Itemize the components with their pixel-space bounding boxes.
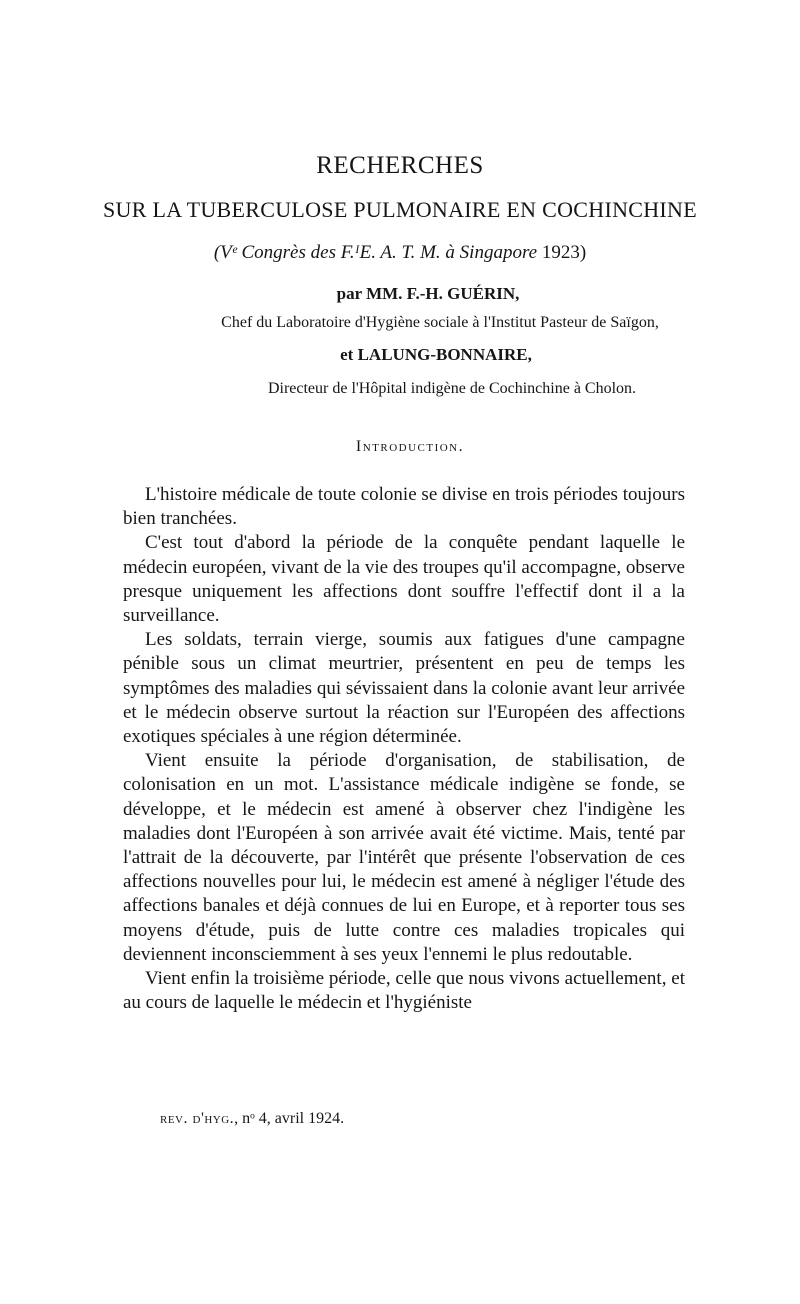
article-body (123, 483, 685, 1015)
article-title: RECHERCHES (316, 152, 484, 179)
section-heading: Introduction. (355, 438, 465, 455)
paragraph: Les soldats, terrain vierge, soumis aux fatigues d'une campagne pénible sous un climat meurtrier, présentent en peu de temps les symptômes des maladies qui sévissaient dans la colonie avant leur arrivée et le médecin observe surtout la réaction sur l'Européen des affections exotiques spéciales à une région déterminée. (123, 629, 685, 748)
affiliation-1: Chef du Laboratoire d'Hygiène sociale à l'Institut Pasteur de Saïgon, (221, 314, 659, 331)
article-subtitle: SUR LA TUBERCULOSE PULMONAIRE EN COCHINCHINE (103, 197, 697, 222)
paragraph: Vient enfin la troisième période, celle que nous vivons actuellement, et au cours de laquelle le médecin et l'hygiéniste (123, 968, 685, 1014)
paragraph: L'histoire médicale de toute colonie se divise en trois périodes toujours bien tranchées. (123, 484, 685, 530)
author-line-1: par MM. F.-H. GUÉRIN, (336, 284, 520, 303)
affiliation-2: Directeur de l'Hôpital indigène de Cochinchine à Cholon. (267, 380, 637, 397)
paragraph: Vient ensuite la période d'organisation, de stabilisation, de colonisation en un mot. L'assistance médicale indigène se fonde, se développe, et le médecin est amené à observer chez l'indigène les maladies dont l'Européen à son arrivée avait été victime. Mais, tenté par l'attrait de la découverte, par l'intérêt que présente l'observation de ces affections nouvelles pour lui, le médecin est amené à négliger l'étude des affections banales et déjà connues de lui en Europe, et à reporter tous ses moyens d'étude, puis de lutte contre ces maladies tropicales qui deviennent inconsciemment à ses yeux l'ennemi le plus redoutable. (123, 750, 685, 965)
congress-note-text: (Vᵉ Congrès des F.ᴵE. A. T. M. à Singapore (213, 242, 542, 263)
author-line-2: et LALUNG-BONNAIRE, (340, 345, 532, 364)
journal-name: rev. d'hyg. (160, 1110, 235, 1127)
journal-footer (160, 1110, 344, 1128)
congress-note (0, 242, 800, 264)
paragraph: C'est tout d'abord la période de la conquête pendant laquelle le médecin européen, vivant de la vie des troupes qu'il accompagne, observe presque uniquement les affections dont souffre l'effectif dont il a la surveillance. (123, 532, 685, 627)
congress-year: 1923) (541, 242, 587, 263)
issue-info: , nᵒ 4, avril 1924. (234, 1110, 345, 1127)
